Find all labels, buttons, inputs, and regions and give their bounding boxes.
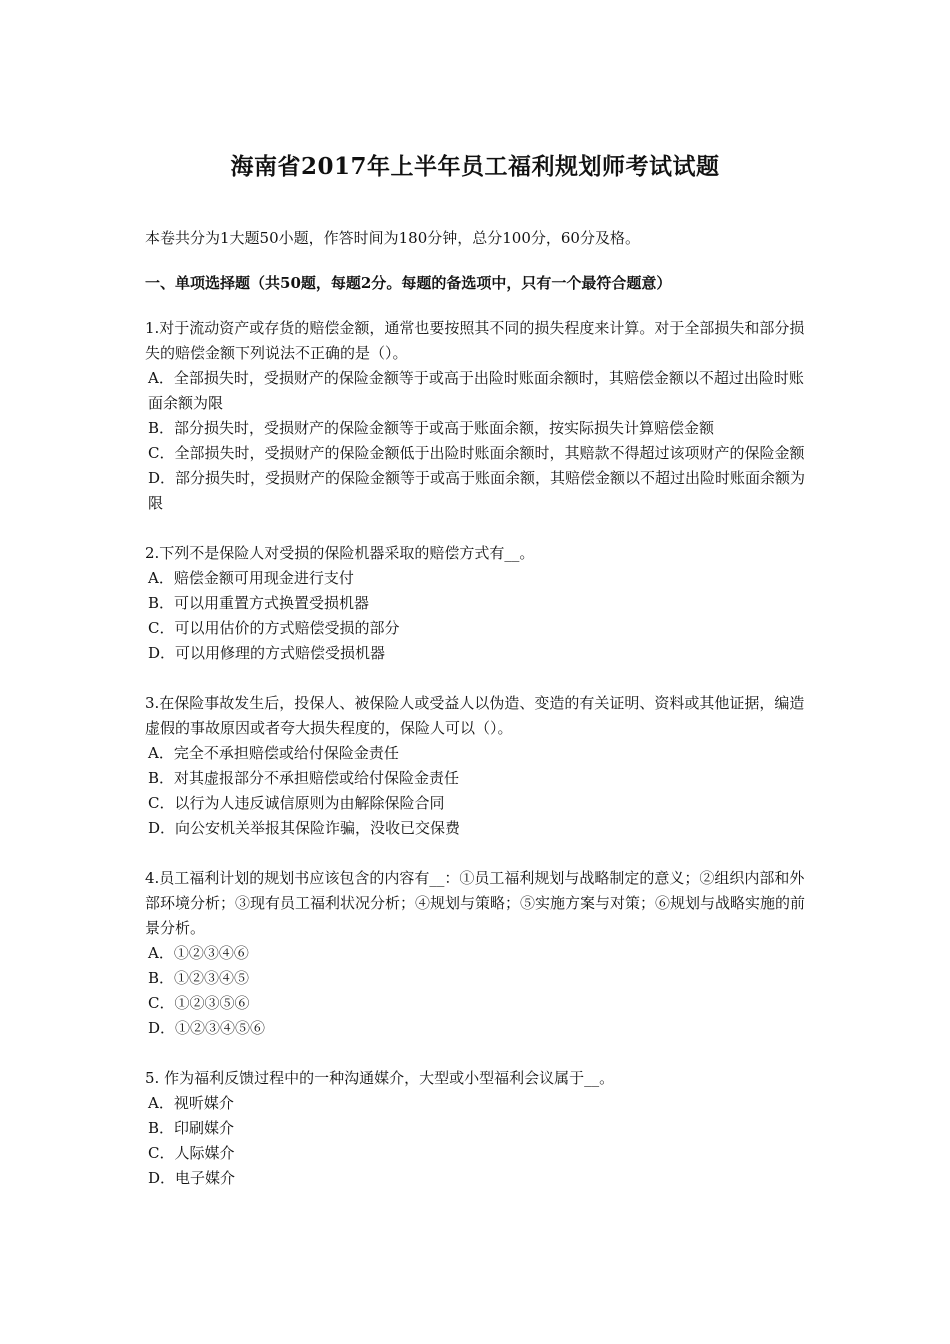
option-b: B．印刷媒介 xyxy=(148,1119,235,1137)
option-d: D．部分损失时，受损财产的保险金额等于或高于账面余额，其赔偿金额以不超过出险时账面余额为限 xyxy=(148,469,806,512)
question-text: 2.下列不是保险人对受损的保险机器采取的赔偿方式有__。 xyxy=(145,544,535,562)
section-heading: 一、单项选择题（共50题，每题2分。每题的备选项中，只有一个最符合题意） xyxy=(145,274,672,292)
document-body xyxy=(145,226,810,1216)
exam-intro: 本卷共分为1大题50小题，作答时间为180分钟，总分100分，60分及格。 xyxy=(145,229,640,247)
option-c: C．以行为人违反诚信原则为由解除保险合同 xyxy=(148,794,445,812)
option-a: A．视听媒介 xyxy=(148,1094,234,1112)
option-b: B．①②③④⑤ xyxy=(148,969,250,987)
option-b: B．可以用重置方式换置受损机器 xyxy=(148,594,370,612)
option-a: A．全部损失时，受损财产的保险金额等于或高于出险时账面余额时，其赔偿金额以不超过出险时账面余额为限 xyxy=(148,369,804,412)
question-text: 4.员工福利计划的规划书应该包含的内容有__：①员工福利规划与战略制定的意义；②组织内部和外部环境分析；③现有员工福利状况分析；④规划与策略；⑤实施方案与对策；⑥规划与战略实施的前景分析。 xyxy=(145,869,806,937)
question-4 xyxy=(145,866,810,1041)
option-c: C．全部损失时，受损财产的保险金额低于出险时账面余额时，其赔款不得超过该项财产的保险金额 xyxy=(148,444,805,462)
option-c: C．人际媒介 xyxy=(148,1144,235,1162)
option-d: D．电子媒介 xyxy=(148,1169,236,1187)
option-b: B．对其虚报部分不承担赔偿或给付保险金责任 xyxy=(148,769,460,787)
option-d: D．①②③④⑤⑥ xyxy=(148,1019,266,1037)
question-text: 3.在保险事故发生后，投保人、被保险人或受益人以伪造、变造的有关证明、资料或其他证据，编造虚假的事故原因或者夸大损失程度的，保险人可以（）。 xyxy=(145,694,805,737)
option-b: B．部分损失时，受损财产的保险金额等于或高于账面余额，按实际损失计算赔偿金额 xyxy=(148,419,715,437)
page-title: 海南省2017年上半年员工福利规划师考试试题 xyxy=(230,153,720,180)
question-5 xyxy=(145,1066,810,1191)
question-text: 1.对于流动资产或存货的赔偿金额，通常也要按照其不同的损失程度来计算。对于全部损失和部分损失的赔偿金额下列说法不正确的是（）。 xyxy=(145,319,805,362)
option-a: A．赔偿金额可用现金进行支付 xyxy=(148,569,354,587)
option-d: D．可以用修理的方式赔偿受损机器 xyxy=(148,644,386,662)
option-c: C．①②③⑤⑥ xyxy=(148,994,250,1012)
question-text: 5. 作为福利反馈过程中的一种沟通媒介，大型或小型福利会议属于__。 xyxy=(145,1069,615,1087)
option-a: A．完全不承担赔偿或给付保险金责任 xyxy=(148,744,399,762)
option-a: A．①②③④⑥ xyxy=(148,944,249,962)
question-2 xyxy=(145,541,810,666)
question-3 xyxy=(145,691,810,841)
question-1 xyxy=(145,316,810,516)
option-d: D．向公安机关举报其保险诈骗，没收已交保费 xyxy=(148,819,461,837)
option-c: C．可以用估价的方式赔偿受损的部分 xyxy=(148,619,400,637)
